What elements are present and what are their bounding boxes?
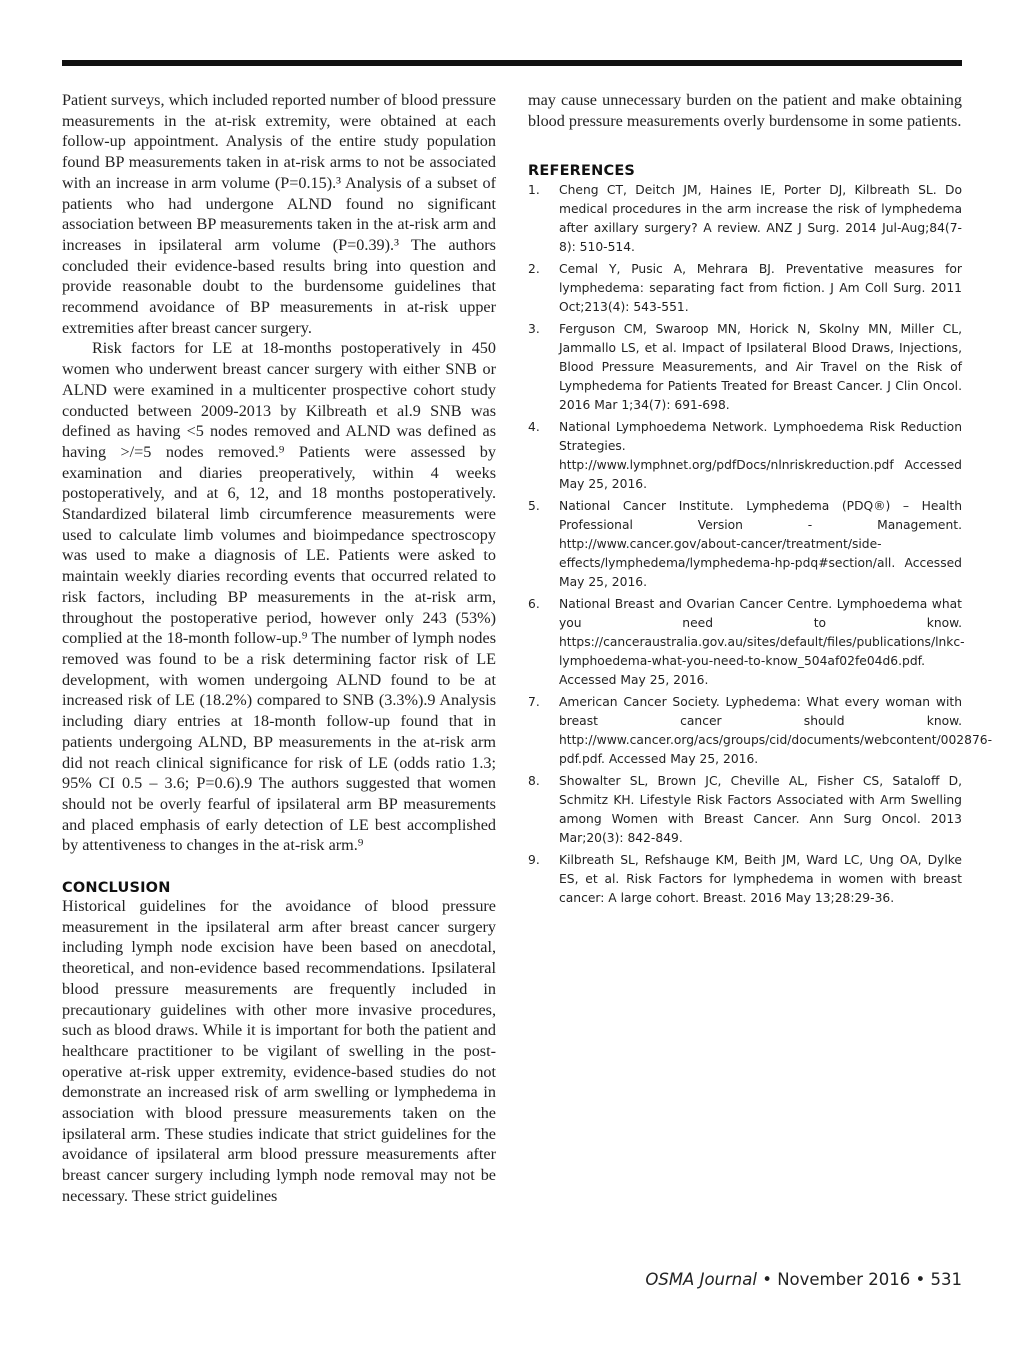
conclusion-paragraph: Historical guidelines for the avoidance of blood pressure measurement in the ipsilateral arm after breast cancer surgery including lymph node excision have been based on anecdotal, theoretical, and non-evidence based recommendations. Ipsilateral blood pressure measurements are frequently included in precautionary guidelines with other more invasive procedures, such as blood draws. While it is important for both the patient and healthcare practitioner to be vigilant of swelling in the post-operative at-risk upper extremity, evidence-based studies do not demonstrate an increased risk of arm swelling or lymphedema in association with blood pressure measurements taken on the ipsilateral arm. These studies indicate that strict guidelines for the avoidance of ipsilateral arm blood pressure measurements after breast cancer surgery including lymph node removal may not be necessary. These strict guidelines — [62, 897, 496, 1205]
reference-text: Ferguson CM, Swaroop MN, Horick N, Skolny MN, Miller CL, Jammallo LS, et al. Impact of Ipsilateral Blood Draws, Injections, Blood Pressure Measurements, and Air Travel on the Risk of Lymphedema for Patients Treated for Breast Cancer. J Clin Oncol. 2016 Mar 1;34(7): 691-698. — [559, 322, 962, 413]
right-column — [528, 90, 993, 911]
reference-item — [528, 320, 962, 415]
reference-item — [528, 260, 962, 317]
reference-number: 1. — [528, 183, 540, 198]
reference-item — [528, 595, 965, 690]
reference-number: 8. — [528, 774, 540, 789]
reference-number: 7. — [528, 695, 540, 710]
reference-text: Cemal Y, Pusic A, Mehrara BJ. Preventative measures for lymphedema: separating fact from fiction. J Am Coll Surg. 2011 Oct;213(4): 543-551. — [559, 262, 962, 315]
paragraph-risk-factors: Risk factors for LE at 18-months postoperatively in 450 women who underwent breast cancer surgery with either SNB or ALND were examined in a multicenter prospective cohort study conducted between 2009-2013 by Kilbreath et al.9 SNB was defined as having <5 nodes removed and ALND was defined as having >/=5 nodes removed.⁹ Patients were assessed by examination and diaries preoperatively, within 4 weeks postoperatively, and at 6, 12, and 18 months postoperatively. Standardized bilateral limb circumference measurements were used to calculate limb volumes and bioimpedance spectroscopy was used to make a diagnosis of LE. Patients were asked to maintain weekly diaries recording events that occurred related to risk factors, including BP measurements in the at-risk arm, throughout the postoperative period, however only 243 (53%) complied at the 18-month follow-up.⁹ The number of lymph nodes removed was found to be a risk determining factor risk of LE development, with women undergoing ALND found to be at increased risk of LE (18.2%) compared to SNB (3.3%).9 Analysis including diary entries at 18-month follow-up found that in patients undergoing ALND, BP measurements in the at-risk arm did not reach clinical significance for risk of LE (odds ratio 1.3; 95% CI 0.5 – 3.6; P=0.6).9 The authors suggested that women should not be overly fearful of ipsilateral arm BP measurements and placed emphasis of early detection of LE best accomplished by attentiveness to changes in the at-risk arm.⁹ — [62, 339, 496, 855]
reference-number: 2. — [528, 262, 540, 277]
reference-number: 4. — [528, 420, 540, 435]
reference-text: National Cancer Institute. Lymphedema (PDQ®) – Health Professional Version - Management. http://www.cancer.gov/about-cancer/treatment/side-effects/lymphedema/lymphedema-hp-pdq#section/all. Accessed May 25, 2016. — [559, 499, 962, 590]
reference-text: National Lymphoedema Network. Lymphoedema Risk Reduction Strategies. http://www.lymphnet.org/pdfDocs/nlnriskreduction.pdf Accessed May 25, 2016. — [559, 420, 962, 492]
reference-text: American Cancer Society. Lyphedema: What every woman with breast cancer should know. http://www.cancer.org/acs/groups/cid/documents/webcontent/002876-pdf.pdf. Accessed May 25, 2016. — [559, 695, 993, 767]
paragraph-continuation: may cause unnecessary burden on the patient and make obtaining blood pressure measurements overly burdensome in some patients. — [528, 91, 962, 130]
journal-name: OSMA Journal — [645, 1270, 757, 1289]
footer-separator: • — [910, 1270, 931, 1289]
page-number: 531 — [930, 1270, 962, 1289]
reference-item — [528, 693, 993, 769]
reference-number: 5. — [528, 499, 540, 514]
paragraph-patient-surveys: Patient surveys, which included reported number of blood pressure measurements in the at-risk extremity, were obtained at each follow-up appointment. Analysis of the entire study population found BP measurements taken in at-risk arms to not be associated with an increase in arm volume (P=0.15).³ Analysis of a subset of patients who had undergone ALND found no significant association between BP measurements taken in the at-risk arm and increases in ipsilateral arm volume (P=0.39).³ The authors concluded their evidence-based results bring into question and provide reasonable doubt to the burdensome guidelines that recommend avoidance of BP measurements in at-risk upper extremities after breast cancer surgery. — [62, 91, 496, 337]
references-list — [528, 181, 993, 908]
issue-date: November 2016 — [777, 1270, 911, 1289]
reference-item — [528, 181, 962, 257]
reference-number: 6. — [528, 597, 540, 612]
conclusion-heading: CONCLUSION — [62, 880, 171, 897]
reference-item — [528, 418, 962, 494]
reference-text: Showalter SL, Brown JC, Cheville AL, Fisher CS, Sataloff D, Schmitz KH. Lifestyle Risk Factors Associated with Arm Swelling among Women with Breast Cancer. Ann Surg Oncol. 2013 Mar;20(3): 842-849. — [559, 774, 962, 846]
references-heading: REFERENCES — [528, 163, 636, 180]
reference-text: Cheng CT, Deitch JM, Haines IE, Porter DJ, Kilbreath SL. Do medical procedures in the arm increase the risk of lymphedema after axillary surgery? A review. ANZ J Surg. 2014 Jul-Aug;84(7-8): 510-514. — [559, 183, 962, 255]
footer-separator: • — [756, 1270, 778, 1289]
reference-text: Kilbreath SL, Refshauge KM, Beith JM, Ward LC, Ung OA, Dylke ES, et al. Risk Factors for lymphedema in women with breast cancer: A large cohort. Breast. 2016 May 13;28:29-36. — [559, 853, 962, 906]
reference-number: 9. — [528, 853, 540, 868]
reference-item — [528, 497, 962, 592]
reference-text: National Breast and Ovarian Cancer Centre. Lymphoedema what you need to know. https://canceraustralia.gov.au/sites/default/files/publications/lnkc-lymphoedema-what-you-need-to-know_504af02fe04d6.pdf. Accessed May 25, 2016. — [559, 597, 965, 688]
reference-item — [528, 772, 962, 848]
header-rule — [62, 60, 962, 66]
left-column — [62, 90, 496, 1207]
reference-number: 3. — [528, 322, 540, 337]
page-footer — [645, 1270, 962, 1289]
reference-item — [528, 851, 962, 908]
